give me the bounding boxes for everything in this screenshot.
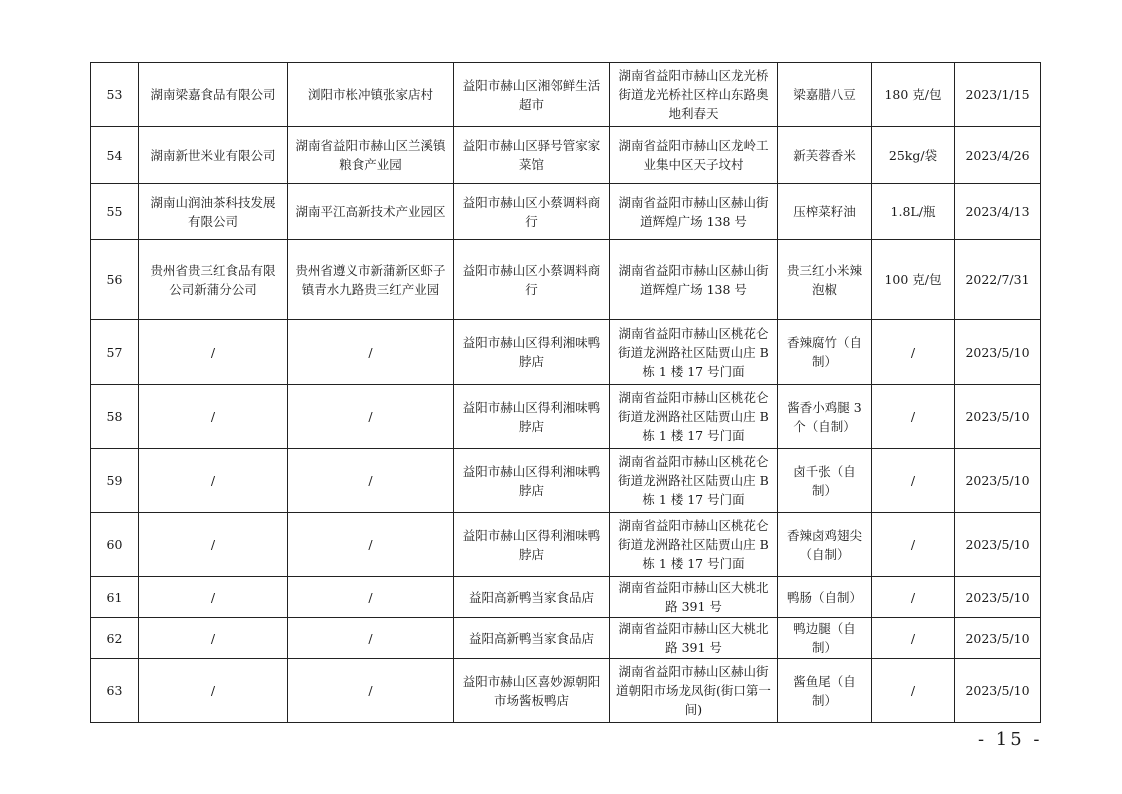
product-spec-cell: / (872, 618, 955, 659)
seller-name-cell: 益阳市赫山区得利湘味鸭脖店 (454, 385, 610, 449)
product-name-cell: 卤千张（自制） (778, 449, 872, 513)
table-row (91, 385, 1041, 449)
producer-name-cell: / (139, 513, 288, 577)
row-number-cell: 54 (91, 127, 139, 184)
product-spec-cell: / (872, 385, 955, 449)
product-spec-cell: / (872, 659, 955, 723)
production-date-cell: 2023/5/10 (955, 577, 1041, 618)
seller-address-cell: 湖南省益阳市赫山区赫山街道辉煌广场 138 号 (610, 240, 778, 320)
producer-address-cell: 湖南省益阳市赫山区兰溪镇粮食产业园 (288, 127, 454, 184)
product-name-cell: 新芙蓉香米 (778, 127, 872, 184)
seller-address-cell: 湖南省益阳市赫山区桃花仑街道龙洲路社区陆贾山庄 B 栋 1 楼 17 号门面 (610, 449, 778, 513)
page-number: - 15 - (978, 729, 1043, 750)
row-number-cell: 58 (91, 385, 139, 449)
table-row (91, 63, 1041, 127)
producer-name-cell: 湖南新世米业有限公司 (139, 127, 288, 184)
production-date-cell: 2023/4/13 (955, 184, 1041, 240)
production-date-cell: 2022/7/31 (955, 240, 1041, 320)
producer-name-cell: / (139, 449, 288, 513)
producer-address-cell: 湖南平江高新技术产业园区 (288, 184, 454, 240)
seller-address-cell: 湖南省益阳市赫山区赫山街道朝阳市场龙凤街(街口第一间) (610, 659, 778, 723)
production-date-cell: 2023/4/26 (955, 127, 1041, 184)
row-number-cell: 62 (91, 618, 139, 659)
row-number-cell: 53 (91, 63, 139, 127)
production-date-cell: 2023/5/10 (955, 513, 1041, 577)
product-name-cell: 鸭肠（自制） (778, 577, 872, 618)
table-row (91, 659, 1041, 723)
producer-address-cell: / (288, 659, 454, 723)
seller-address-cell: 湖南省益阳市赫山区桃花仑街道龙洲路社区陆贾山庄 B 栋 1 楼 17 号门面 (610, 513, 778, 577)
producer-address-cell: / (288, 577, 454, 618)
production-date-cell: 2023/5/10 (955, 618, 1041, 659)
production-date-cell: 2023/5/10 (955, 659, 1041, 723)
production-date-cell: 2023/1/15 (955, 63, 1041, 127)
producer-name-cell: 湖南梁嘉食品有限公司 (139, 63, 288, 127)
row-number-cell: 57 (91, 320, 139, 385)
row-number-cell: 59 (91, 449, 139, 513)
table-row (91, 449, 1041, 513)
product-name-cell: 香辣腐竹（自制） (778, 320, 872, 385)
seller-name-cell: 益阳市赫山区喜妙源朝阳市场酱板鸭店 (454, 659, 610, 723)
seller-address-cell: 湖南省益阳市赫山区龙岭工业集中区天子坟村 (610, 127, 778, 184)
seller-name-cell: 益阳市赫山区驿号管家家菜馆 (454, 127, 610, 184)
table-row (91, 240, 1041, 320)
seller-address-cell: 湖南省益阳市赫山区桃花仑街道龙洲路社区陆贾山庄 B 栋 1 楼 17 号门面 (610, 320, 778, 385)
table-row (91, 513, 1041, 577)
producer-name-cell: 贵州省贵三红食品有限公司新蒲分公司 (139, 240, 288, 320)
production-date-cell: 2023/5/10 (955, 320, 1041, 385)
producer-name-cell: / (139, 385, 288, 449)
product-name-cell: 鸭边腿（自制） (778, 618, 872, 659)
seller-address-cell: 湖南省益阳市赫山区赫山街道辉煌广场 138 号 (610, 184, 778, 240)
product-spec-cell: 180 克/包 (872, 63, 955, 127)
row-number-cell: 63 (91, 659, 139, 723)
product-spec-cell: / (872, 513, 955, 577)
table-row (91, 618, 1041, 659)
product-spec-cell: 1.8L/瓶 (872, 184, 955, 240)
product-spec-cell: / (872, 449, 955, 513)
product-spec-cell: 25kg/袋 (872, 127, 955, 184)
producer-address-cell: / (288, 449, 454, 513)
production-date-cell: 2023/5/10 (955, 385, 1041, 449)
table-row (91, 127, 1041, 184)
product-name-cell: 酱鱼尾（自制） (778, 659, 872, 723)
table-body (91, 63, 1041, 723)
producer-address-cell: 贵州省遵义市新蒲新区虾子镇青水九路贵三红产业园 (288, 240, 454, 320)
product-name-cell: 酱香小鸡腿 3 个（自制） (778, 385, 872, 449)
producer-name-cell: 湖南山润油茶科技发展有限公司 (139, 184, 288, 240)
seller-address-cell: 湖南省益阳市赫山区龙光桥街道龙光桥社区梓山东路奥地利春天 (610, 63, 778, 127)
product-spec-cell: / (872, 577, 955, 618)
producer-address-cell: / (288, 618, 454, 659)
seller-name-cell: 益阳市赫山区得利湘味鸭脖店 (454, 320, 610, 385)
producer-address-cell: 浏阳市枨冲镇张家店村 (288, 63, 454, 127)
product-name-cell: 贵三红小米辣泡椒 (778, 240, 872, 320)
seller-name-cell: 益阳市赫山区小蔡调料商行 (454, 184, 610, 240)
row-number-cell: 61 (91, 577, 139, 618)
product-name-cell: 压榨菜籽油 (778, 184, 872, 240)
product-spec-cell: / (872, 320, 955, 385)
producer-address-cell: / (288, 385, 454, 449)
seller-address-cell: 湖南省益阳市赫山区大桃北路 391 号 (610, 618, 778, 659)
producer-name-cell: / (139, 577, 288, 618)
seller-address-cell: 湖南省益阳市赫山区大桃北路 391 号 (610, 577, 778, 618)
row-number-cell: 56 (91, 240, 139, 320)
table-row (91, 577, 1041, 618)
producer-name-cell: / (139, 659, 288, 723)
product-spec-cell: 100 克/包 (872, 240, 955, 320)
producer-address-cell: / (288, 320, 454, 385)
table-row (91, 320, 1041, 385)
seller-name-cell: 益阳高新鸭当家食品店 (454, 618, 610, 659)
seller-name-cell: 益阳市赫山区得利湘味鸭脖店 (454, 449, 610, 513)
row-number-cell: 55 (91, 184, 139, 240)
product-name-cell: 香辣卤鸡翅尖（自制） (778, 513, 872, 577)
seller-address-cell: 湖南省益阳市赫山区桃花仑街道龙洲路社区陆贾山庄 B 栋 1 楼 17 号门面 (610, 385, 778, 449)
producer-address-cell: / (288, 513, 454, 577)
seller-name-cell: 益阳市赫山区得利湘味鸭脖店 (454, 513, 610, 577)
table-row (91, 184, 1041, 240)
producer-name-cell: / (139, 618, 288, 659)
seller-name-cell: 益阳高新鸭当家食品店 (454, 577, 610, 618)
seller-name-cell: 益阳市赫山区湘邻鲜生活超市 (454, 63, 610, 127)
row-number-cell: 60 (91, 513, 139, 577)
product-name-cell: 梁嘉腊八豆 (778, 63, 872, 127)
seller-name-cell: 益阳市赫山区小蔡调料商行 (454, 240, 610, 320)
production-date-cell: 2023/5/10 (955, 449, 1041, 513)
producer-name-cell: / (139, 320, 288, 385)
sampling-results-table (90, 62, 1041, 723)
